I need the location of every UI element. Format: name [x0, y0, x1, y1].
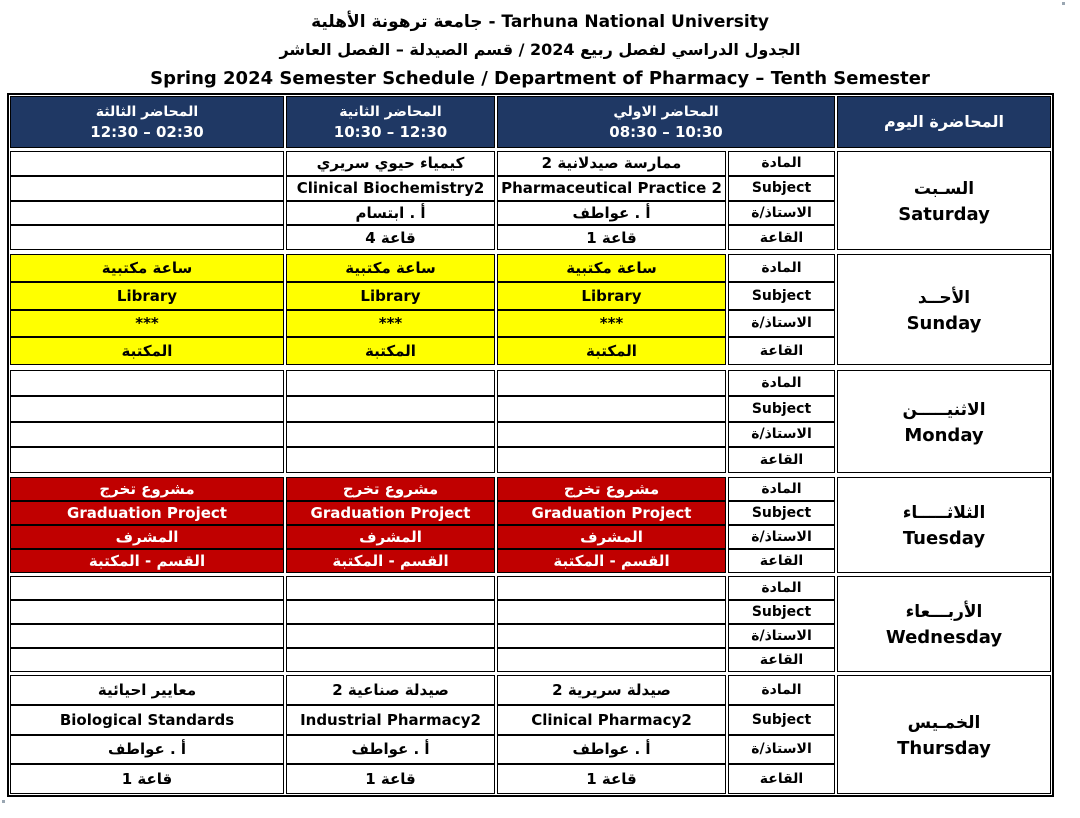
row-label: Subject	[728, 705, 835, 735]
slot-sunday-3-subject-english: Library	[10, 282, 284, 310]
row-label: الاستاذ/ة	[728, 735, 835, 765]
day-name-english: Monday	[904, 425, 984, 446]
row-label: المادة	[728, 254, 835, 282]
slot-sunday-2-teacher: ***	[286, 310, 495, 338]
slot-tuesday-2-teacher: المشرف	[286, 525, 495, 549]
row-label: Subject	[728, 282, 835, 310]
slot-thursday-2-room: قاعة 1	[286, 764, 495, 794]
slot-tuesday-1-teacher: المشرف	[497, 525, 726, 549]
slot-monday-3-room	[10, 447, 284, 473]
row-label: المادة	[728, 477, 835, 501]
slot-tuesday-3-subject-english: Graduation Project	[10, 501, 284, 525]
header-lecture-1-time: 08:30 – 10:30	[609, 123, 723, 141]
schedule-subtitle-arabic: الجدول الدراسي لفصل ربيع 2024 / قسم الصيدلة – الفصل العاشر	[279, 40, 801, 59]
slot-tuesday-3-subject-arabic: مشروع تخرج	[10, 477, 284, 501]
slot-sunday-1-subject-arabic: ساعة مكتبية	[497, 254, 726, 282]
slot-saturday-1-subject-arabic: ممارسة صيدلانية 2	[497, 151, 726, 176]
slot-saturday-3-subject-arabic	[10, 151, 284, 176]
slot-saturday-2-subject-english: Clinical Biochemistry2	[286, 176, 495, 201]
row-label: الاستاذ/ة	[728, 201, 835, 226]
slot-saturday-3-teacher	[10, 201, 284, 226]
day-name-english: Sunday	[906, 313, 982, 334]
header-lecture-2-label: المحاضر الثانية	[339, 104, 442, 120]
slot-sunday-3-teacher: ***	[10, 310, 284, 338]
corner-mark	[2, 800, 5, 803]
slot-wednesday-1-teacher	[497, 624, 726, 648]
slot-wednesday-1-subject-arabic	[497, 576, 726, 600]
day-name-arabic: السـبت	[913, 179, 975, 199]
row-label: Subject	[728, 501, 835, 525]
day-name-arabic: الأحــد	[917, 288, 971, 308]
slot-tuesday-1-subject-english: Graduation Project	[497, 501, 726, 525]
row-label: Subject	[728, 396, 835, 422]
slot-sunday-3-room: المكتبة	[10, 337, 284, 365]
slot-wednesday-2-subject-arabic	[286, 576, 495, 600]
slot-wednesday-1-room	[497, 648, 726, 672]
slot-tuesday-2-subject-english: Graduation Project	[286, 501, 495, 525]
row-label: Subject	[728, 600, 835, 624]
slot-thursday-3-subject-english: Biological Standards	[10, 705, 284, 735]
slot-thursday-1-room: قاعة 1	[497, 764, 726, 794]
slot-thursday-1-subject-arabic: صيدلة سريرية 2	[497, 675, 726, 705]
row-label: القاعة	[728, 764, 835, 794]
slot-thursday-1-teacher: أ . عواطف	[497, 735, 726, 765]
day-cell-thursday	[837, 675, 1051, 794]
day-name-arabic: الثلاثـــــاء	[902, 503, 986, 523]
slot-wednesday-3-teacher	[10, 624, 284, 648]
university-title: جامعة ترهونة الأهلية - Tarhuna National University	[311, 12, 769, 32]
slot-thursday-3-subject-arabic: معايير احيائية	[10, 675, 284, 705]
header-lecture-1	[497, 96, 835, 148]
slot-thursday-3-teacher: أ . عواطف	[10, 735, 284, 765]
header-lecture-3-label: المحاضر الثالثة	[95, 104, 199, 120]
header-day-column-label: المحاضرة اليوم	[884, 112, 1004, 131]
slot-sunday-2-subject-arabic: ساعة مكتبية	[286, 254, 495, 282]
slot-saturday-3-room	[10, 225, 284, 250]
slot-monday-3-subject-english	[10, 396, 284, 422]
corner-mark	[1062, 2, 1065, 5]
day-cell-wednesday	[837, 576, 1051, 672]
slot-thursday-2-subject-arabic: صيدلة صناعية 2	[286, 675, 495, 705]
slot-monday-1-room	[497, 447, 726, 473]
day-name-arabic: الاثنيـــــن	[902, 400, 986, 420]
slot-thursday-3-room: قاعة 1	[10, 764, 284, 794]
slot-tuesday-3-teacher: المشرف	[10, 525, 284, 549]
header-day-column	[837, 96, 1051, 148]
row-label: Subject	[728, 176, 835, 201]
slot-monday-1-subject-english	[497, 396, 726, 422]
slot-saturday-3-subject-english	[10, 176, 284, 201]
slot-saturday-1-subject-english: Pharmaceutical Practice 2	[497, 176, 726, 201]
slot-monday-2-teacher	[286, 422, 495, 448]
slot-wednesday-2-teacher	[286, 624, 495, 648]
slot-sunday-3-subject-arabic: ساعة مكتبية	[10, 254, 284, 282]
slot-wednesday-3-room	[10, 648, 284, 672]
day-name-english: Saturday	[898, 204, 990, 225]
slot-saturday-2-room: قاعة 4	[286, 225, 495, 250]
slot-tuesday-3-room: القسم - المكتبة	[10, 549, 284, 573]
slot-wednesday-3-subject-arabic	[10, 576, 284, 600]
row-label: القاعة	[728, 225, 835, 250]
slot-tuesday-2-room: القسم - المكتبة	[286, 549, 495, 573]
row-label: القاعة	[728, 337, 835, 365]
row-label: الاستاذ/ة	[728, 310, 835, 338]
slot-sunday-1-room: المكتبة	[497, 337, 726, 365]
slot-saturday-1-room: قاعة 1	[497, 225, 726, 250]
row-label: الاستاذ/ة	[728, 624, 835, 648]
day-name-arabic: الأربـــعاء	[905, 602, 983, 622]
slot-monday-2-subject-arabic	[286, 370, 495, 396]
day-cell-tuesday	[837, 477, 1051, 573]
day-cell-sunday	[837, 254, 1051, 365]
day-name-english: Wednesday	[885, 627, 1003, 648]
row-label: الاستاذ/ة	[728, 525, 835, 549]
header-lecture-1-label: المحاضر الاولي	[613, 104, 719, 120]
day-name-arabic: الخمـيس	[907, 713, 981, 733]
slot-thursday-1-subject-english: Clinical Pharmacy2	[497, 705, 726, 735]
slot-saturday-2-subject-arabic: كيمياء حيوي سريري	[286, 151, 495, 176]
slot-monday-1-subject-arabic	[497, 370, 726, 396]
row-label: القاعة	[728, 549, 835, 573]
header-lecture-2	[286, 96, 495, 148]
row-label: المادة	[728, 151, 835, 176]
schedule-subtitle-english: Spring 2024 Semester Schedule / Department of Pharmacy – Tenth Semester	[150, 68, 930, 89]
slot-tuesday-1-room: القسم - المكتبة	[497, 549, 726, 573]
slot-tuesday-1-subject-arabic: مشروع تخرج	[497, 477, 726, 501]
day-name-english: Thursday	[897, 738, 991, 759]
slot-wednesday-3-subject-english	[10, 600, 284, 624]
row-label: المادة	[728, 576, 835, 600]
slot-sunday-1-subject-english: Library	[497, 282, 726, 310]
slot-saturday-2-teacher: أ . ابتسام	[286, 201, 495, 226]
slot-tuesday-2-subject-arabic: مشروع تخرج	[286, 477, 495, 501]
slot-monday-2-room	[286, 447, 495, 473]
slot-wednesday-2-subject-english	[286, 600, 495, 624]
day-cell-monday	[837, 370, 1051, 473]
header-lecture-3-time: 12:30 – 02:30	[90, 123, 204, 141]
slot-thursday-2-subject-english: Industrial Pharmacy2	[286, 705, 495, 735]
row-label: المادة	[728, 370, 835, 396]
slot-monday-2-subject-english	[286, 396, 495, 422]
slot-sunday-2-room: المكتبة	[286, 337, 495, 365]
slot-wednesday-2-room	[286, 648, 495, 672]
slot-monday-3-teacher	[10, 422, 284, 448]
slot-thursday-2-teacher: أ . عواطف	[286, 735, 495, 765]
row-label: المادة	[728, 675, 835, 705]
slot-saturday-1-teacher: أ . عواطف	[497, 201, 726, 226]
slot-sunday-1-teacher: ***	[497, 310, 726, 338]
header-lecture-3	[10, 96, 284, 148]
day-cell-saturday	[837, 151, 1051, 250]
slot-sunday-2-subject-english: Library	[286, 282, 495, 310]
header-lecture-2-time: 10:30 – 12:30	[333, 123, 448, 141]
slot-monday-1-teacher	[497, 422, 726, 448]
row-label: الاستاذ/ة	[728, 422, 835, 448]
day-name-english: Tuesday	[902, 528, 986, 549]
slot-wednesday-1-subject-english	[497, 600, 726, 624]
row-label: القاعة	[728, 447, 835, 473]
slot-monday-3-subject-arabic	[10, 370, 284, 396]
row-label: القاعة	[728, 648, 835, 672]
